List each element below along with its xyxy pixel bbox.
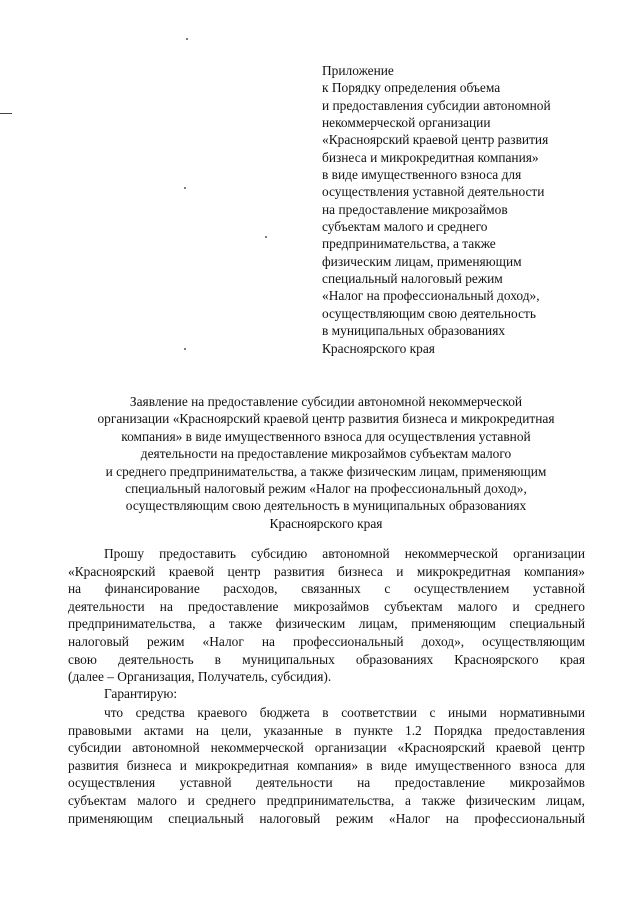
- body-line: на финансирование расходов, связанных с осуществлением уставной: [68, 581, 585, 597]
- guarantee-label: Гарантирую:: [104, 686, 178, 701]
- annex-line: субъектам малого и среднего: [322, 219, 488, 235]
- document-title: [40, 393, 612, 532]
- body-line: что средства краевого бюджета в соответствии с иными нормативными: [104, 705, 585, 720]
- annex-line: Приложение: [322, 63, 394, 78]
- title-line: компания» в виде имущественного взноса для осуществления уставной: [121, 428, 531, 444]
- annex-header: [322, 62, 622, 357]
- scan-speck: [184, 187, 186, 189]
- body-line: применяющим специальный налоговый режим «Налог на профессиональный: [68, 810, 585, 826]
- annex-line: Красноярского края: [322, 340, 435, 356]
- body-line: осуществления уставной деятельности на предоставление микрозаймов: [68, 775, 585, 791]
- title-line: и среднего предпринимательства, а также физическим лицам, применяющим: [105, 463, 547, 479]
- body-line: предпринимательства, а также физическим лицам, применяющим специальный: [68, 616, 585, 632]
- annex-line: в муниципальных образованиях: [322, 323, 506, 339]
- body-line: субсидии автономной некоммерческой организации «Красноярский краевой центр: [68, 740, 585, 756]
- annex-line: на предоставление микрозаймов: [322, 201, 508, 217]
- body-line: развития бизнеса и микрокредитная компания» в виде имущественного взноса для: [68, 757, 585, 773]
- annex-line: предпринимательства, а также: [322, 236, 496, 252]
- annex-line: специальный налоговый режим: [322, 271, 503, 287]
- body-line: налоговый режим «Налог на профессиональный доход», осуществляющим: [68, 633, 585, 649]
- body-line: «Красноярский краевой центр развития бизнеса и микрокредитная компания»: [68, 563, 585, 579]
- body-line: (далее – Организация, Получатель, субсидия).: [68, 669, 332, 685]
- title-line: Заявление на предоставление субсидии автономной некоммерческой: [129, 394, 523, 409]
- annex-line: и предоставления субсидии автономной: [322, 97, 551, 113]
- scan-speck: [186, 38, 188, 40]
- annex-line: осуществления уставной деятельности: [322, 184, 545, 200]
- annex-line: физическим лицам, применяющим: [322, 253, 522, 269]
- title-line: деятельности на предоставление микрозаймов субъектам малого: [140, 446, 512, 462]
- body-line: субъектам малого и среднего предпринимательства, а также физическим лицам,: [68, 792, 585, 808]
- annex-line: «Налог на профессиональный доход»,: [322, 288, 540, 304]
- annex-line: некоммерческой организации: [322, 115, 491, 131]
- title-line: Красноярского края: [269, 515, 383, 531]
- body-line: Прошу предоставить субсидию автономной некоммерческой организации: [104, 546, 585, 561]
- paragraph-request: [68, 545, 585, 686]
- scan-speck: [184, 348, 186, 350]
- annex-line: к Порядку определения объема: [322, 80, 501, 96]
- annex-line: «Красноярский краевой центр развития: [322, 132, 549, 148]
- annex-line: бизнеса и микрокредитная компания»: [322, 149, 539, 165]
- scan-speck: [265, 236, 267, 238]
- margin-mark: [0, 113, 12, 114]
- title-line: осуществляющим свою деятельность в муниципальных образованиях: [125, 498, 527, 514]
- annex-line: осуществляющим свою деятельность: [322, 305, 536, 321]
- annex-line: в виде имущественного взноса для: [322, 167, 522, 183]
- body-line: свою деятельность в муниципальных образованиях Красноярского края: [68, 651, 585, 667]
- paragraph-guarantee: [68, 704, 585, 827]
- title-line: специальный налоговый режим «Налог на профессиональный доход»,: [125, 481, 527, 497]
- body-line: деятельности на предоставление микрозаймов субъектам малого и среднего: [68, 598, 585, 614]
- title-line: организации «Красноярский краевой центр развития бизнеса и микрокредитная: [97, 411, 555, 427]
- body-line: правовыми актами на цели, указанные в пункте 1.2 Порядка предоставления: [68, 722, 585, 738]
